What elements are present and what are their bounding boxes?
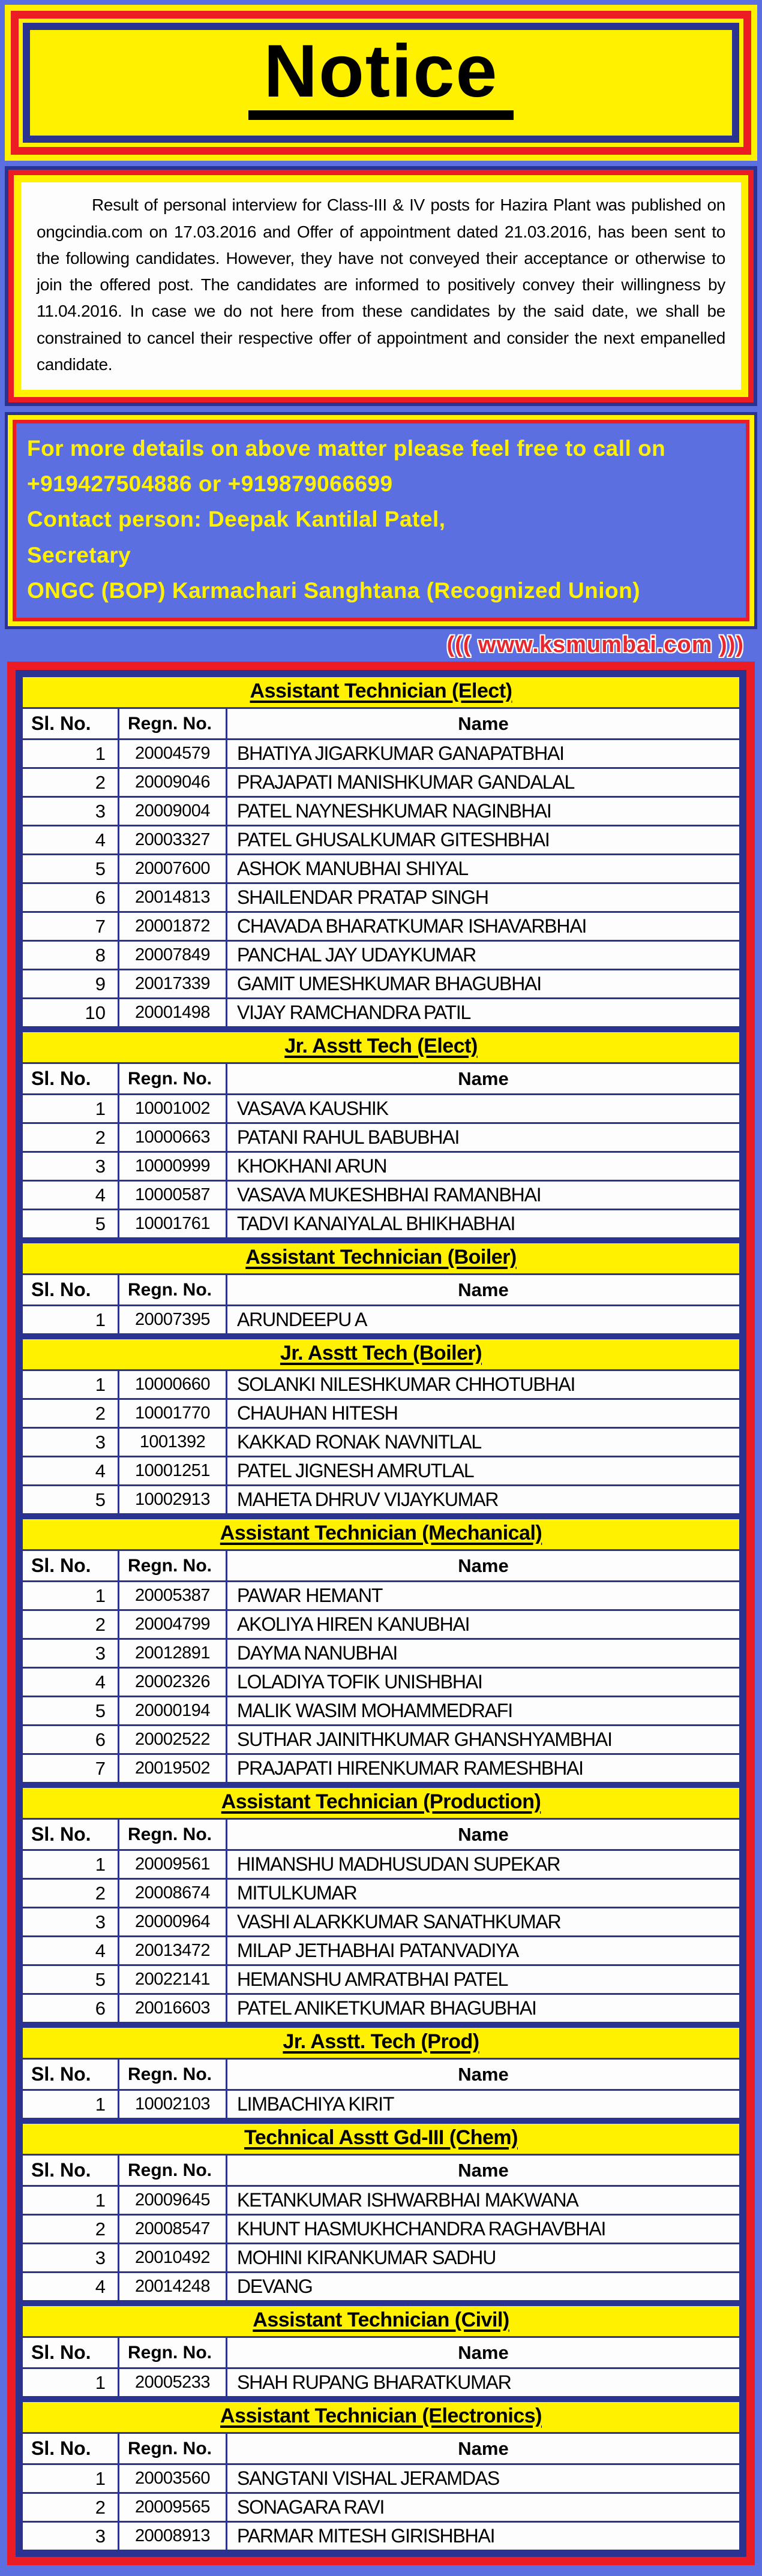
name-cell: LOLADIYA TOFIK UNISHBHAI — [226, 1669, 739, 1696]
sl-no-cell: 1 — [23, 1095, 118, 1122]
section-title-row — [23, 1519, 739, 1551]
table-row — [23, 1093, 739, 1122]
section-title: Assistant Technician (Production) — [221, 1790, 541, 1814]
section-title-row — [23, 1788, 739, 1820]
table-row — [23, 1304, 739, 1333]
regn-no-cell: 20010492 — [118, 2244, 226, 2271]
name-cell: CHAVADA BHARATKUMAR ISHAVARBHAI — [226, 913, 739, 940]
name-cell: SONAGARA RAVI — [226, 2494, 739, 2521]
section-title-row — [23, 2402, 739, 2434]
table-row — [23, 1484, 739, 1513]
name-cell: BHATIYA JIGARKUMAR GANAPATBHAI — [226, 740, 739, 767]
name-cell: LIMBACHIYA KIRIT — [226, 2091, 739, 2118]
name-cell: PAWAR HEMANT — [226, 1582, 739, 1609]
regn-no-cell: 10001002 — [118, 1095, 226, 1122]
section-title-row — [23, 1339, 739, 1371]
section-title: Assistant Technician (Boiler) — [245, 1246, 517, 1269]
table-row — [23, 1371, 739, 1398]
watermark-text: ((( www.ksmumbai.com ))) — [438, 632, 752, 660]
col-header-sl-no: Sl. No. — [23, 1551, 118, 1580]
section-title: Assistant Technician (Mechanical) — [220, 1522, 542, 1545]
watermark-row — [0, 632, 762, 662]
sl-no-cell: 4 — [23, 826, 118, 853]
sl-no-cell: 2 — [23, 2494, 118, 2521]
regn-no-cell: 10000663 — [118, 1124, 226, 1151]
col-header-name: Name — [226, 2060, 739, 2089]
table-row — [23, 911, 739, 940]
table-row — [23, 2463, 739, 2492]
section-title: Technical Asstt Gd-III (Chem) — [244, 2126, 518, 2150]
regn-no-cell: 10001251 — [118, 1457, 226, 1484]
name-cell: HEMANSHU AMRATBHAI PATEL — [226, 1966, 739, 1993]
regn-no-cell: 20001498 — [118, 999, 226, 1026]
regn-no-cell: 20009565 — [118, 2494, 226, 2521]
regn-no-cell: 10001770 — [118, 1400, 226, 1427]
regn-no-cell: 10002913 — [118, 1486, 226, 1513]
column-header-row — [23, 2434, 739, 2463]
table-row — [23, 1151, 739, 1180]
table-row — [23, 1993, 739, 2022]
col-header-regn-no: Regn. No. — [118, 2338, 226, 2367]
regn-no-cell: 20007600 — [118, 855, 226, 882]
table-row — [23, 1849, 739, 1878]
regn-no-cell: 20009004 — [118, 798, 226, 825]
section-title-row — [23, 1032, 739, 1064]
name-cell: ARUNDEEPU A — [226, 1306, 739, 1333]
sl-no-cell: 5 — [23, 1210, 118, 1237]
name-cell: KAKKAD RONAK NAVNITLAL — [226, 1429, 739, 1456]
name-cell: MILAP JETHABHAI PATANVADIYA — [226, 1937, 739, 1964]
col-header-name: Name — [226, 1275, 739, 1304]
sl-no-cell: 1 — [23, 740, 118, 767]
table-section — [23, 1339, 739, 1513]
table-row — [23, 1935, 739, 1964]
regn-no-cell: 20007395 — [118, 1306, 226, 1333]
name-cell: PARMAR MITESH GIRISHBHAI — [226, 2523, 739, 2550]
section-title-row — [23, 677, 739, 709]
section-title: Assistant Technician (Electronics) — [220, 2404, 542, 2428]
sl-no-cell: 2 — [23, 769, 118, 796]
col-header-name: Name — [226, 1551, 739, 1580]
sl-no-cell: 10 — [23, 999, 118, 1026]
table-row — [23, 1180, 739, 1209]
sl-no-cell: 2 — [23, 2216, 118, 2243]
sl-no-cell: 6 — [23, 1726, 118, 1753]
sl-no-cell: 4 — [23, 2273, 118, 2300]
table-row — [23, 1907, 739, 1935]
table-section — [23, 1243, 739, 1333]
table-row — [23, 1724, 739, 1753]
table-row — [23, 1667, 739, 1696]
name-cell: GAMIT UMESHKUMAR BHAGUBHAI — [226, 970, 739, 997]
table-row — [23, 2089, 739, 2118]
name-cell: DAYMA NANUBHAI — [226, 1640, 739, 1667]
name-cell: VASAVA KAUSHIK — [226, 1095, 739, 1122]
sl-no-cell: 4 — [23, 1457, 118, 1484]
table-row — [23, 2185, 739, 2214]
column-header-row — [23, 709, 739, 738]
table-row — [23, 1427, 739, 1456]
col-header-name: Name — [226, 2434, 739, 2463]
name-cell: PATEL GHUSALKUMAR GITESHBHAI — [226, 826, 739, 853]
sl-no-cell: 7 — [23, 1755, 118, 1782]
table-row — [23, 882, 739, 911]
sl-no-cell: 1 — [23, 1371, 118, 1398]
name-cell: MITULKUMAR — [226, 1880, 739, 1907]
sl-no-cell: 6 — [23, 884, 118, 911]
contact-lines — [16, 423, 746, 618]
sl-no-cell: 3 — [23, 1429, 118, 1456]
contact-line: For more details on above matter please feel free to call on — [27, 436, 666, 461]
name-cell: VIJAY RAMCHANDRA PATIL — [226, 999, 739, 1026]
column-header-row — [23, 1551, 739, 1580]
table-row — [23, 1209, 739, 1237]
table-section — [23, 1032, 739, 1237]
name-cell: KHOKHANI ARUN — [226, 1153, 739, 1180]
col-header-regn-no: Regn. No. — [118, 2156, 226, 2185]
col-header-sl-no: Sl. No. — [23, 2338, 118, 2367]
col-header-regn-no: Regn. No. — [118, 1064, 226, 1093]
sl-no-cell: 9 — [23, 970, 118, 997]
name-cell: SUTHAR JAINITHKUMAR GHANSHYAMBHAI — [226, 1726, 739, 1753]
regn-no-cell: 1001392 — [118, 1429, 226, 1456]
regn-no-cell: 10002103 — [118, 2091, 226, 2118]
section-title-row — [23, 2028, 739, 2060]
regn-no-cell: 20012891 — [118, 1640, 226, 1667]
name-cell: HIMANSHU MADHUSUDAN SUPEKAR — [226, 1851, 739, 1878]
intro-box — [5, 166, 757, 406]
regn-no-cell: 20008674 — [118, 1880, 226, 1907]
name-cell: PRAJAPATI MANISHKUMAR GANDALAL — [226, 769, 739, 796]
col-header-sl-no: Sl. No. — [23, 709, 118, 738]
regn-no-cell: 20005387 — [118, 1582, 226, 1609]
sl-no-cell: 4 — [23, 1182, 118, 1209]
sl-no-cell: 1 — [23, 1851, 118, 1878]
table-section — [23, 2402, 739, 2550]
col-header-sl-no: Sl. No. — [23, 2060, 118, 2089]
table-row — [23, 1609, 739, 1638]
table-row — [23, 1122, 739, 1151]
regn-no-cell: 20016603 — [118, 1995, 226, 2022]
name-cell: PATANI RAHUL BABUBHAI — [226, 1124, 739, 1151]
table-row — [23, 853, 739, 882]
regn-no-cell: 20014813 — [118, 884, 226, 911]
notice-header-box — [5, 5, 757, 161]
regn-no-cell: 10000999 — [118, 1153, 226, 1180]
sl-no-cell: 3 — [23, 2523, 118, 2550]
name-cell: SHAH RUPANG BHARATKUMAR — [226, 2369, 739, 2396]
name-cell: KHUNT HASMUKHCHANDRA RAGHAVBHAI — [226, 2216, 739, 2243]
name-cell: MAHETA DHRUV VIJAYKUMAR — [226, 1486, 739, 1513]
table-section — [23, 677, 739, 1026]
sl-no-cell: 7 — [23, 913, 118, 940]
table-row — [23, 1580, 739, 1609]
sl-no-cell: 6 — [23, 1995, 118, 2022]
table-row — [23, 1398, 739, 1427]
sl-no-cell: 3 — [23, 1153, 118, 1180]
col-header-regn-no: Regn. No. — [118, 2060, 226, 2089]
col-header-sl-no: Sl. No. — [23, 1064, 118, 1093]
col-header-regn-no: Regn. No. — [118, 1551, 226, 1580]
sl-no-cell: 3 — [23, 798, 118, 825]
column-header-row — [23, 2338, 739, 2367]
regn-no-cell: 20003327 — [118, 826, 226, 853]
section-title-row — [23, 1243, 739, 1275]
table-row — [23, 2271, 739, 2300]
regn-no-cell: 20008913 — [118, 2523, 226, 2550]
column-header-row — [23, 2156, 739, 2185]
table-row — [23, 969, 739, 997]
name-cell: KETANKUMAR ISHWARBHAI MAKWANA — [226, 2187, 739, 2214]
regn-no-cell: 20013472 — [118, 1937, 226, 1964]
section-title-row — [23, 2124, 739, 2156]
table-row — [23, 1964, 739, 1993]
candidates-table — [7, 662, 755, 2565]
name-cell: SOLANKI NILESHKUMAR CHHOTUBHAI — [226, 1371, 739, 1398]
regn-no-cell: 20003560 — [118, 2465, 226, 2492]
sl-no-cell: 3 — [23, 1908, 118, 1935]
sl-no-cell: 1 — [23, 1306, 118, 1333]
section-title-row — [23, 2306, 739, 2338]
regn-no-cell: 10000660 — [118, 1371, 226, 1398]
name-cell: ASHOK MANUBHAI SHIYAL — [226, 855, 739, 882]
name-cell: PATEL ANIKETKUMAR BHAGUBHAI — [226, 1995, 739, 2022]
name-cell: MOHINI KIRANKUMAR SADHU — [226, 2244, 739, 2271]
col-header-regn-no: Regn. No. — [118, 709, 226, 738]
name-cell: PRAJAPATI HIRENKUMAR RAMESHBHAI — [226, 1755, 739, 1782]
name-cell: VASAVA MUKESHBHAI RAMANBHAI — [226, 1182, 739, 1209]
intro-paragraph: Result of personal interview for Class-III & IV posts for Hazira Plant was published on ongcindia.com on 17.03.2016 and Offer of appointment dated 21.03.2016, has been sent to the following candidates. However, they have not conveyed their acceptance or otherwise to join the offered post. The candidates are informed to positively convey their willingness by 11.04.2016. In case we do not here from these candidates by the said date, we shall be constrained to cancel their respective offer of appointment and consider the next empanelled candidate. — [37, 196, 725, 374]
column-header-row — [23, 1820, 739, 1849]
name-cell: PATEL NAYNESHKUMAR NAGINBHAI — [226, 798, 739, 825]
table-row — [23, 2243, 739, 2271]
name-cell: PANCHAL JAY UDAYKUMAR — [226, 942, 739, 969]
table-row — [23, 738, 739, 767]
contact-box — [5, 412, 757, 629]
col-header-name: Name — [226, 2156, 739, 2185]
table-section — [23, 1788, 739, 2022]
section-title: Jr. Asstt Tech (Elect) — [284, 1035, 478, 1058]
name-cell: AKOLIYA HIREN KANUBHAI — [226, 1611, 739, 1638]
regn-no-cell: 10000587 — [118, 1182, 226, 1209]
sl-no-cell: 4 — [23, 1669, 118, 1696]
col-header-regn-no: Regn. No. — [118, 2434, 226, 2463]
sl-no-cell: 5 — [23, 1486, 118, 1513]
regn-no-cell: 20017339 — [118, 970, 226, 997]
regn-no-cell: 20007849 — [118, 942, 226, 969]
name-cell: PATEL JIGNESH AMRUTLAL — [226, 1457, 739, 1484]
table-row — [23, 1638, 739, 1667]
table-section — [23, 1519, 739, 1782]
table-row — [23, 2521, 739, 2550]
sl-no-cell: 5 — [23, 855, 118, 882]
regn-no-cell: 20005233 — [118, 2369, 226, 2396]
table-row — [23, 796, 739, 825]
regn-no-cell: 20002326 — [118, 1669, 226, 1696]
table-row — [23, 1753, 739, 1782]
column-header-row — [23, 2060, 739, 2089]
sl-no-cell: 1 — [23, 2465, 118, 2492]
regn-no-cell: 20001872 — [118, 913, 226, 940]
sl-no-cell: 5 — [23, 1697, 118, 1724]
sl-no-cell: 1 — [23, 2187, 118, 2214]
table-row — [23, 2492, 739, 2521]
regn-no-cell: 20009046 — [118, 769, 226, 796]
sl-no-cell: 4 — [23, 1937, 118, 1964]
sl-no-cell: 1 — [23, 2369, 118, 2396]
contact-line: +919427504886 or +919879066699 — [27, 471, 393, 497]
regn-no-cell: 20004799 — [118, 1611, 226, 1638]
regn-no-cell: 20014248 — [118, 2273, 226, 2300]
table-row — [23, 997, 739, 1026]
col-header-name: Name — [226, 2338, 739, 2367]
regn-no-cell: 20002522 — [118, 1726, 226, 1753]
section-title: Jr. Asstt Tech (Boiler) — [280, 1342, 482, 1365]
sl-no-cell: 5 — [23, 1966, 118, 1993]
table-row — [23, 767, 739, 796]
name-cell: DEVANG — [226, 2273, 739, 2300]
table-row — [23, 1696, 739, 1724]
section-title: Assistant Technician (Elect) — [250, 680, 512, 703]
sl-no-cell: 2 — [23, 1400, 118, 1427]
regn-no-cell: 20000194 — [118, 1697, 226, 1724]
table-row — [23, 1878, 739, 1907]
name-cell: TADVI KANAIYALAL BHIKHABHAI — [226, 1210, 739, 1237]
sl-no-cell: 2 — [23, 1124, 118, 1151]
col-header-sl-no: Sl. No. — [23, 2156, 118, 2185]
table-row — [23, 1456, 739, 1484]
table-section — [23, 2124, 739, 2300]
column-header-row — [23, 1064, 739, 1093]
section-title: Assistant Technician (Civil) — [253, 2309, 509, 2332]
sl-no-cell: 1 — [23, 1582, 118, 1609]
col-header-sl-no: Sl. No. — [23, 1275, 118, 1304]
regn-no-cell: 20000964 — [118, 1908, 226, 1935]
table-row — [23, 825, 739, 853]
regn-no-cell: 20022141 — [118, 1966, 226, 1993]
col-header-regn-no: Regn. No. — [118, 1820, 226, 1849]
col-header-regn-no: Regn. No. — [118, 1275, 226, 1304]
regn-no-cell: 20009561 — [118, 1851, 226, 1878]
col-header-name: Name — [226, 709, 739, 738]
col-header-sl-no: Sl. No. — [23, 1820, 118, 1849]
regn-no-cell: 20008547 — [118, 2216, 226, 2243]
regn-no-cell: 20009645 — [118, 2187, 226, 2214]
sl-no-cell: 8 — [23, 942, 118, 969]
table-row — [23, 2367, 739, 2396]
contact-line: Contact person: Deepak Kantilal Patel, — [27, 507, 446, 532]
name-cell: MALIK WASIM MOHAMMEDRAFI — [226, 1697, 739, 1724]
name-cell: CHAUHAN HITESH — [226, 1400, 739, 1427]
sl-no-cell: 2 — [23, 1611, 118, 1638]
contact-line: ONGC (BOP) Karmachari Sanghtana (Recognized Union) — [27, 578, 641, 603]
sl-no-cell: 3 — [23, 2244, 118, 2271]
contact-line: Secretary — [27, 542, 131, 567]
col-header-sl-no: Sl. No. — [23, 2434, 118, 2463]
section-title: Jr. Asstt. Tech (Prod) — [283, 2030, 479, 2054]
table-row — [23, 2214, 739, 2243]
table-row — [23, 940, 739, 969]
regn-no-cell: 20004579 — [118, 740, 226, 767]
table-section — [23, 2306, 739, 2396]
col-header-name: Name — [226, 1064, 739, 1093]
sl-no-cell: 2 — [23, 1880, 118, 1907]
sl-no-cell: 1 — [23, 2091, 118, 2118]
col-header-name: Name — [226, 1820, 739, 1849]
page-title: Notice — [248, 34, 514, 120]
name-cell: SANGTANI VISHAL JERAMDAS — [226, 2465, 739, 2492]
regn-no-cell: 20019502 — [118, 1755, 226, 1782]
column-header-row — [23, 1275, 739, 1304]
sl-no-cell: 3 — [23, 1640, 118, 1667]
name-cell: SHAILENDAR PRATAP SINGH — [226, 884, 739, 911]
name-cell: VASHI ALARKKUMAR SANATHKUMAR — [226, 1908, 739, 1935]
regn-no-cell: 10001761 — [118, 1210, 226, 1237]
table-section — [23, 2028, 739, 2118]
